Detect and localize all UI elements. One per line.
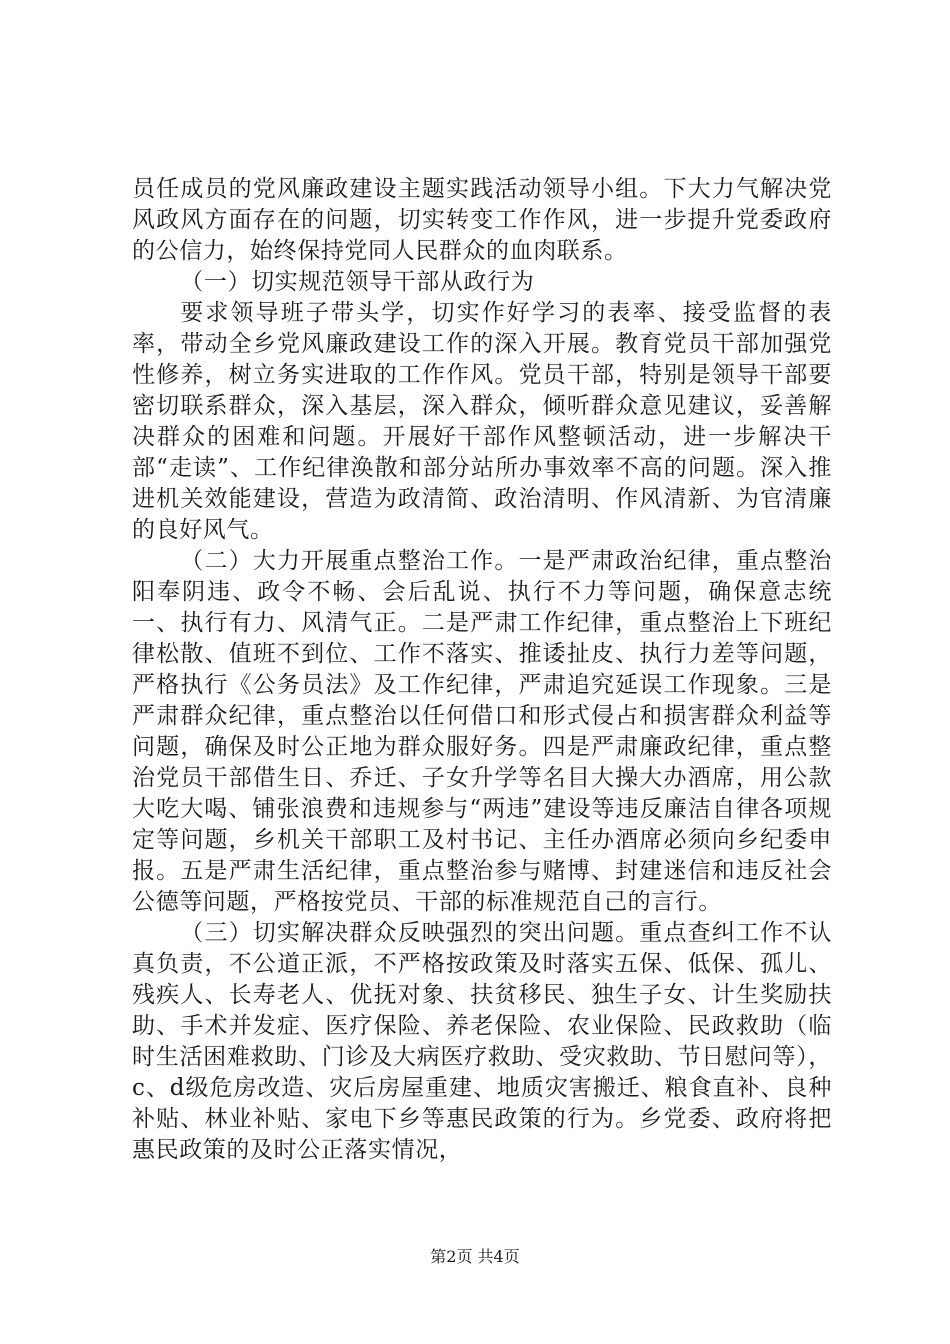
paragraph-rectification: （二）大力开展重点整治工作。一是严肃政治纪律，重点整治阳奉阴违、政令不畅、会后乱说、执行不力等问题，确保意志统一、执行有力、风清气正。二是严肃工作纪律，重点整治上下班纪律松散、值班不到位、工作不落实、推诿扯皮、执行力差等问题，严格执行《公务员法》及工作纪律，严肃追究延误工作现象。三是严肃群众纪律，重点整治以任何借口和形式侵占和损害群众利益等问题，确保及时公正地为群众服好务。四是严肃廉政纪律，重点整治党员干部借生日、乔迁、子女升学等名目大操大办酒席，用公款大吃大喝、铺张浪费和违规参与“两违”建设等违反廉洁自律各项规定等问题，乡机关干部职工及村书记、主任办酒席必须向乡纪委申报。五是严肃生活纪律，重点整治参与赌博、封建迷信和违反社会公德等问题，严格按党员、干部的标准规范自己的言行。 <box>132 548 832 915</box>
section-heading-1: （一）切实规范领导干部从政行为 <box>180 269 535 295</box>
document-body <box>132 174 832 1166</box>
paragraph-issues: （三）切实解决群众反映强烈的突出问题。重点查纠工作不认真负责，不公道正派，不严格按政策及时落实五保、低保、孤儿、残疾人、长寿老人、优抚对象、扶贫移民、独生子女、计生奖励扶助、手术并发症、医疗保险、养老保险、农业保险、民政救助（临时生活困难救助、门诊及大病医疗救助、受灾救助、节日慰问等），c、d级危房改造、灾后房屋重建、地质灾害搬迁、粮食直补、良种补贴、林业补贴、家电下乡等惠民政策的行为。乡党委、政府将把惠民政策的及时公正落实情况， <box>132 920 832 1163</box>
paragraph-leadership: 要求领导班子带头学，切实作好学习的表率、接受监督的表率，带动全乡党风廉政建设工作的深入开展。教育党员干部加强党性修养，树立务实进取的工作作风。党员干部，特别是领导干部要密切联系群众，深入基层，深入群众，倾听群众意见建议，妥善解决群众的困难和问题。开展好干部作风整顿活动，进一步解决干部“走读”、工作纪律涣散和部分站所办事效率不高的问题。深入推进机关效能建设，营造为政清简、政治清明、作风清新、为官清廉的良好风气。 <box>132 300 832 543</box>
paragraph-continuation: 员任成员的党风廉政建设主题实践活动领导小组。下大力气解决党风政风方面存在的问题，切实转变工作作风，进一步提升党委政府的公信力，始终保持党同人民群众的血肉联系。 <box>132 176 832 264</box>
page-number-footer: 第2页 共4页 <box>430 1247 520 1266</box>
